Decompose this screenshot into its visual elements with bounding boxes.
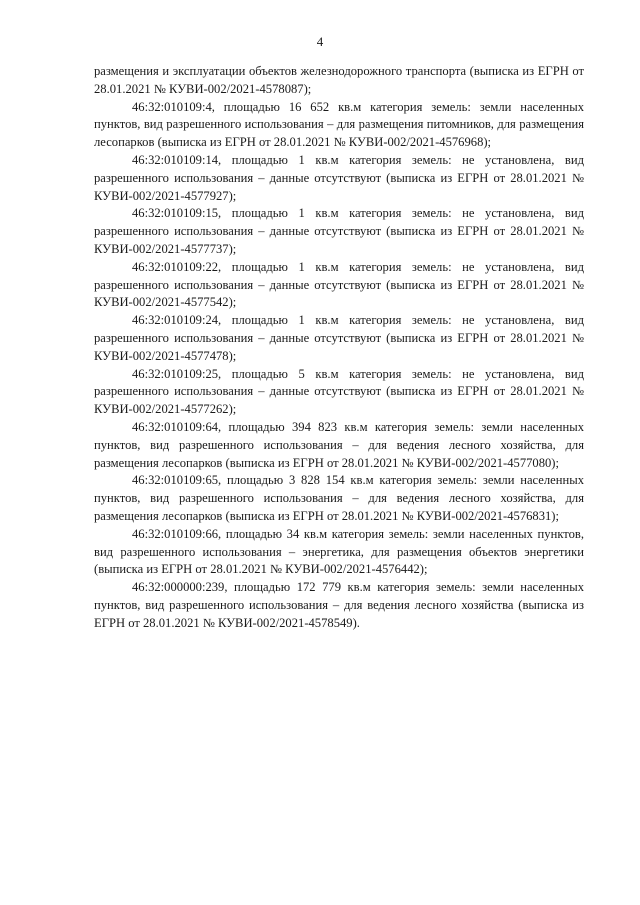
- paragraph-parcel-4: 46:32:010109:4, площадью 16 652 кв.м категория земель: земли населенных пунктов, вид разрешенного использования – для размещения питомников, для размещения лесопарков (выписка из ЕГРН от 28.01.2021 № КУВИ-002/2021-4576968);: [94, 99, 584, 150]
- document-body: [94, 63, 584, 633]
- paragraph-parcel-66: 46:32:010109:66, площадью 34 кв.м категория земель: земли населенных пунктов, вид разрешенного использования – энергетика, для размещения объектов энергетики (выписка из ЕГРН от 28.01.2021 № КУВИ-002/2021-4576442);: [94, 526, 584, 577]
- paragraph-continuation: размещения и эксплуатации объектов железнодорожного транспорта (выписка из ЕГРН от 28.01.2021 № КУВИ-002/2021-4578087);: [94, 64, 584, 96]
- paragraph-parcel-14: 46:32:010109:14, площадью 1 кв.м категория земель: не установлена, вид разрешенного использования – данные отсутствуют (выписка из ЕГРН от 28.01.2021 № КУВИ-002/2021-4577927);: [94, 152, 584, 203]
- paragraph-parcel-65: 46:32:010109:65, площадью 3 828 154 кв.м категория земель: земли населенных пунктов, вид разрешенного использования – для ведения лесного хозяйства, для размещения лесопарков (выписка из ЕГРН от 28.01.2021 № КУВИ-002/2021-4576831);: [94, 473, 584, 523]
- paragraph-parcel-25: 46:32:010109:25, площадью 5 кв.м категория земель: не установлена, вид разрешенного использования – данные отсутствуют (выписка из ЕГРН от 28.01.2021 № КУВИ-002/2021-4577262);: [94, 366, 584, 417]
- page-number: 4: [316, 34, 324, 49]
- paragraph-parcel-24: 46:32:010109:24, площадью 1 кв.м категория земель: не установлена, вид разрешенного использования – данные отсутствуют (выписка из ЕГРН от 28.01.2021 № КУВИ-002/2021-4577478);: [94, 313, 584, 363]
- paragraph-parcel-22: 46:32:010109:22, площадью 1 кв.м категория земель: не установлена, вид разрешенного использования – данные отсутствуют (выписка из ЕГРН от 28.01.2021 № КУВИ-002/2021-4577542);: [94, 259, 584, 310]
- paragraph-parcel-64: 46:32:010109:64, площадью 394 823 кв.м категория земель: земли населенных пунктов, вид разрешенного использования – для ведения лесного хозяйства, для размещения лесопарков (выписка из ЕГРН от 28.01.2021 № КУВИ-002/2021-4577080);: [94, 419, 584, 470]
- paragraph-parcel-239: 46:32:000000:239, площадью 172 779 кв.м категория земель: земли населенных пунктов, вид разрешенного использования – для ведения лесного хозяйства (выписка из ЕГРН от 28.01.2021 № КУВИ-002/2021-4578549).: [94, 580, 584, 630]
- paragraph-parcel-15: 46:32:010109:15, площадью 1 кв.м категория земель: не установлена, вид разрешенного использования – данные отсутствуют (выписка из ЕГРН от 28.01.2021 № КУВИ-002/2021-4577737);: [94, 206, 584, 256]
